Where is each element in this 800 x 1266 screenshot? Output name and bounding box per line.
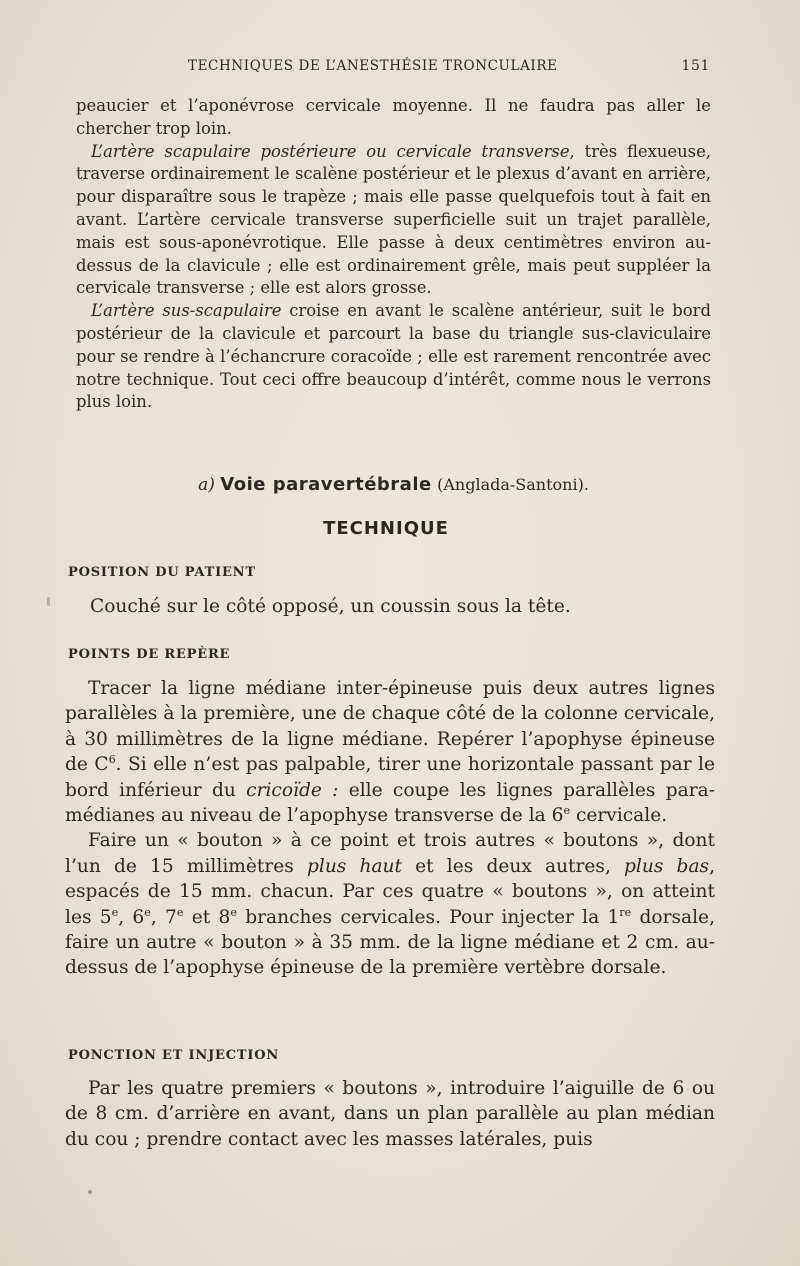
position-text: Couché sur le côté opposé, un coussin sous la tête. bbox=[90, 596, 571, 617]
reperes-text bbox=[65, 676, 715, 981]
section-name: Voie paravertébrale bbox=[220, 474, 432, 495]
paragraph-boutons: Faire un « bouton » à ce point et trois autres « boutons », dont l’un de 15 millimètres plus haut et les deux autres, plus bas, espacés de 15 mm. chacun. Par ces quatre « boutons », on atteint les 5e, 6e, 7e et 8e branches cervicales. Pour injecter la 1re dorsale, faire un autre « bouton » à 35 mm. de la ligne médiane et 2 cm. au-dessus de l’apophyse épineuse de la première vertèbre dorsale. bbox=[65, 830, 716, 979]
italic-term: L’artère scapulaire postérieure ou cervicale transverse bbox=[91, 141, 570, 161]
reperes-heading: POINTS DE REPÈRE bbox=[68, 647, 231, 662]
continuation-text bbox=[76, 95, 711, 414]
page-number: 151 bbox=[681, 58, 710, 74]
paper-fleck bbox=[88, 1190, 92, 1194]
position-heading: POSITION DU PATIENT bbox=[68, 565, 256, 580]
italic-term: L’artère sus-scapulaire bbox=[91, 301, 282, 321]
paragraph-tracer: Tracer la ligne médiane inter-épineuse puis deux autres lignes parallèles à la première, une de chaque côté de la colonne cervicale, à 30 millimètres de la ligne médiane. Repérer l’apophyse épineuse de $C^6$. Si elle n’est pas palpable, tirer une horizontale passant par le bord inférieur du cricoïde : elle coupe les lignes parallèles para-médianes au niveau de l’apophyse transverse de la 6e cervicale. bbox=[65, 678, 715, 827]
paragraph-artere-scapulaire: L’artère scapulaire postérieure ou cervicale transverse, très flexueuse, traverse ordinairement le scalène postérieur et le plexus d’avant en arrière, pour disparaître sous le trapèze ; mais elle passe quelquefois tout à fait en avant. L’artère cervicale transverse superficielle suit un trajet parallèle, mais est sous-aponévrotique. Elle passe à deux centimètres environ au-dessus de la clavicule ; elle est ordinairement grêle, mais peut suppléer la cervicale transverse ; elle est alors grosse. bbox=[76, 141, 711, 298]
paper-mark bbox=[47, 597, 50, 606]
paragraph-aponevrose: peaucier et l’aponévrose cervicale moyenne. Il ne faudra pas aller le chercher trop loin. bbox=[76, 96, 711, 138]
ponction-heading: PONCTION ET INJECTION bbox=[68, 1048, 280, 1063]
ponction-text: Par les quatre premiers « boutons », introduire l’aiguille de 6 ou de 8 cm. d’arrière en avant, dans un plan parallèle au plan médian du cou ; prendre contact avec les masses latérales, puis bbox=[65, 1078, 715, 1150]
section-author: (Anglada-Santoni). bbox=[437, 475, 589, 494]
technique-heading: TECHNIQUE bbox=[323, 518, 449, 539]
section-title bbox=[76, 474, 711, 495]
paragraph-artere-sus-scapulaire: L’artère sus-scapulaire croise en avant le scalène antérieur, suit le bord postérieur de la clavicule et parcourt la base du triangle sus-claviculaire pour se rendre à l’échancrure coracoïde ; elle est rarement rencontrée avec notre technique. Tout ceci offre beaucoup d’intérêt, comme nous le verrons plus loin. bbox=[76, 301, 711, 412]
section-label: a) bbox=[198, 475, 215, 495]
running-title: TECHNIQUES DE L’ANESTHÉSIE TRONCULAIRE bbox=[188, 58, 558, 74]
